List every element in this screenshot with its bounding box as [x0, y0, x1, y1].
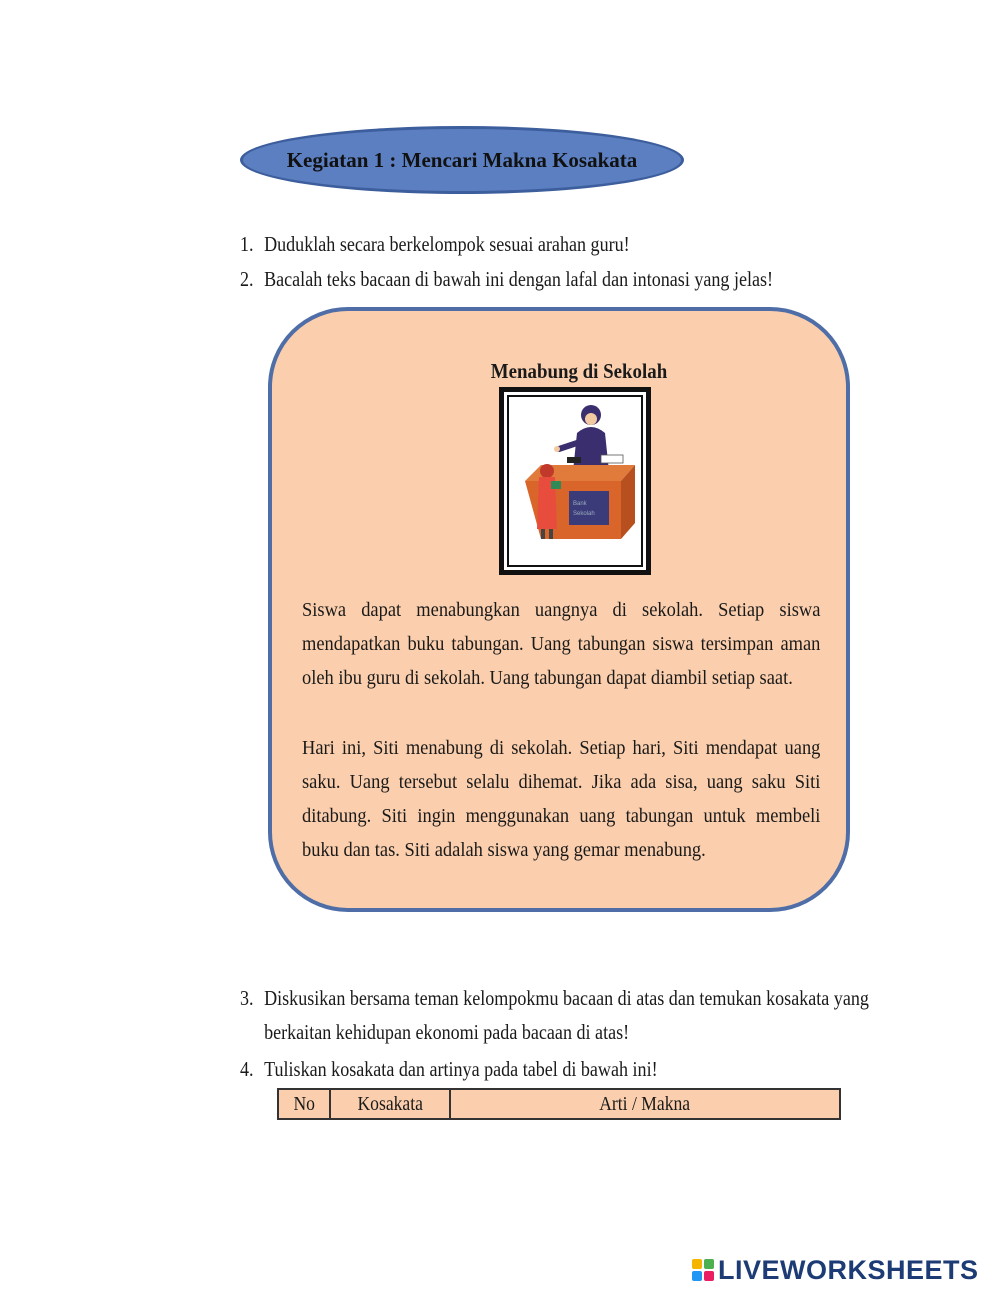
activity-title-oval	[240, 126, 684, 194]
question-4	[240, 1052, 658, 1086]
question-text-line-2: berkaitan kehidupan ekonomi pada bacaan di atas!	[264, 1020, 630, 1044]
logo-text: LIVEWORKSHEETS	[718, 1254, 979, 1285]
vocabulary-table	[277, 1088, 841, 1120]
story-title: Menabung di Sekolah	[490, 359, 668, 383]
reading-text-box	[268, 307, 850, 912]
svg-text:Sekolah: Sekolah	[573, 511, 595, 517]
question-text-line-1: Diskusikan bersama teman kelompokmu bacaan di atas dan temukan kosakata yang	[264, 986, 869, 1010]
activity-title: Kegiatan 1 : Mencari Makna Kosakata	[286, 147, 638, 172]
question-3	[240, 981, 869, 1049]
header-kosakata: Kosakata	[330, 1089, 450, 1119]
story-illustration	[499, 387, 651, 575]
header-no: No	[278, 1089, 330, 1119]
story-paragraph-1: Siswa dapat menabungkan uangnya di sekolah. Setiap siswa mendapatkan buku tabungan. Uang tabungan siswa tersimpan aman oleh ibu guru di sekolah. Uang tabungan dapat diambil setiap saat.	[302, 599, 821, 689]
instruction-number: 1.	[240, 232, 254, 256]
question-text: Tuliskan kosakata dan artinya pada tabel di bawah ini!	[264, 1057, 658, 1081]
instruction-2	[240, 262, 773, 296]
instruction-text: Bacalah teks bacaan di bawah ini dengan lafal dan intonasi yang jelas!	[264, 267, 774, 291]
svg-text:Bank: Bank	[573, 501, 587, 507]
logo-tiles-icon	[692, 1259, 714, 1281]
question-number: 4.	[240, 1057, 254, 1081]
teacher-counter-savings-icon	[511, 399, 639, 563]
header-arti-makna: Arti / Makna	[450, 1089, 840, 1119]
instruction-number: 2.	[240, 267, 254, 291]
story-paragraph-2: Hari ini, Siti menabung di sekolah. Setiap hari, Siti mendapat uang saku. Uang tersebut selalu dihemat. Jika ada sisa, uang saku Siti ditabung. Siti ingin menggunakan uang tabungan untuk membeli buku dan tas. Siti adalah siswa yang gemar menabung.	[302, 737, 821, 861]
question-number: 3.	[240, 986, 254, 1010]
instruction-1	[240, 227, 630, 261]
table-header-row	[278, 1089, 840, 1119]
instruction-text: Duduklah secara berkelompok sesuai arahan guru!	[264, 232, 630, 256]
liveworksheets-logo	[692, 1255, 979, 1285]
